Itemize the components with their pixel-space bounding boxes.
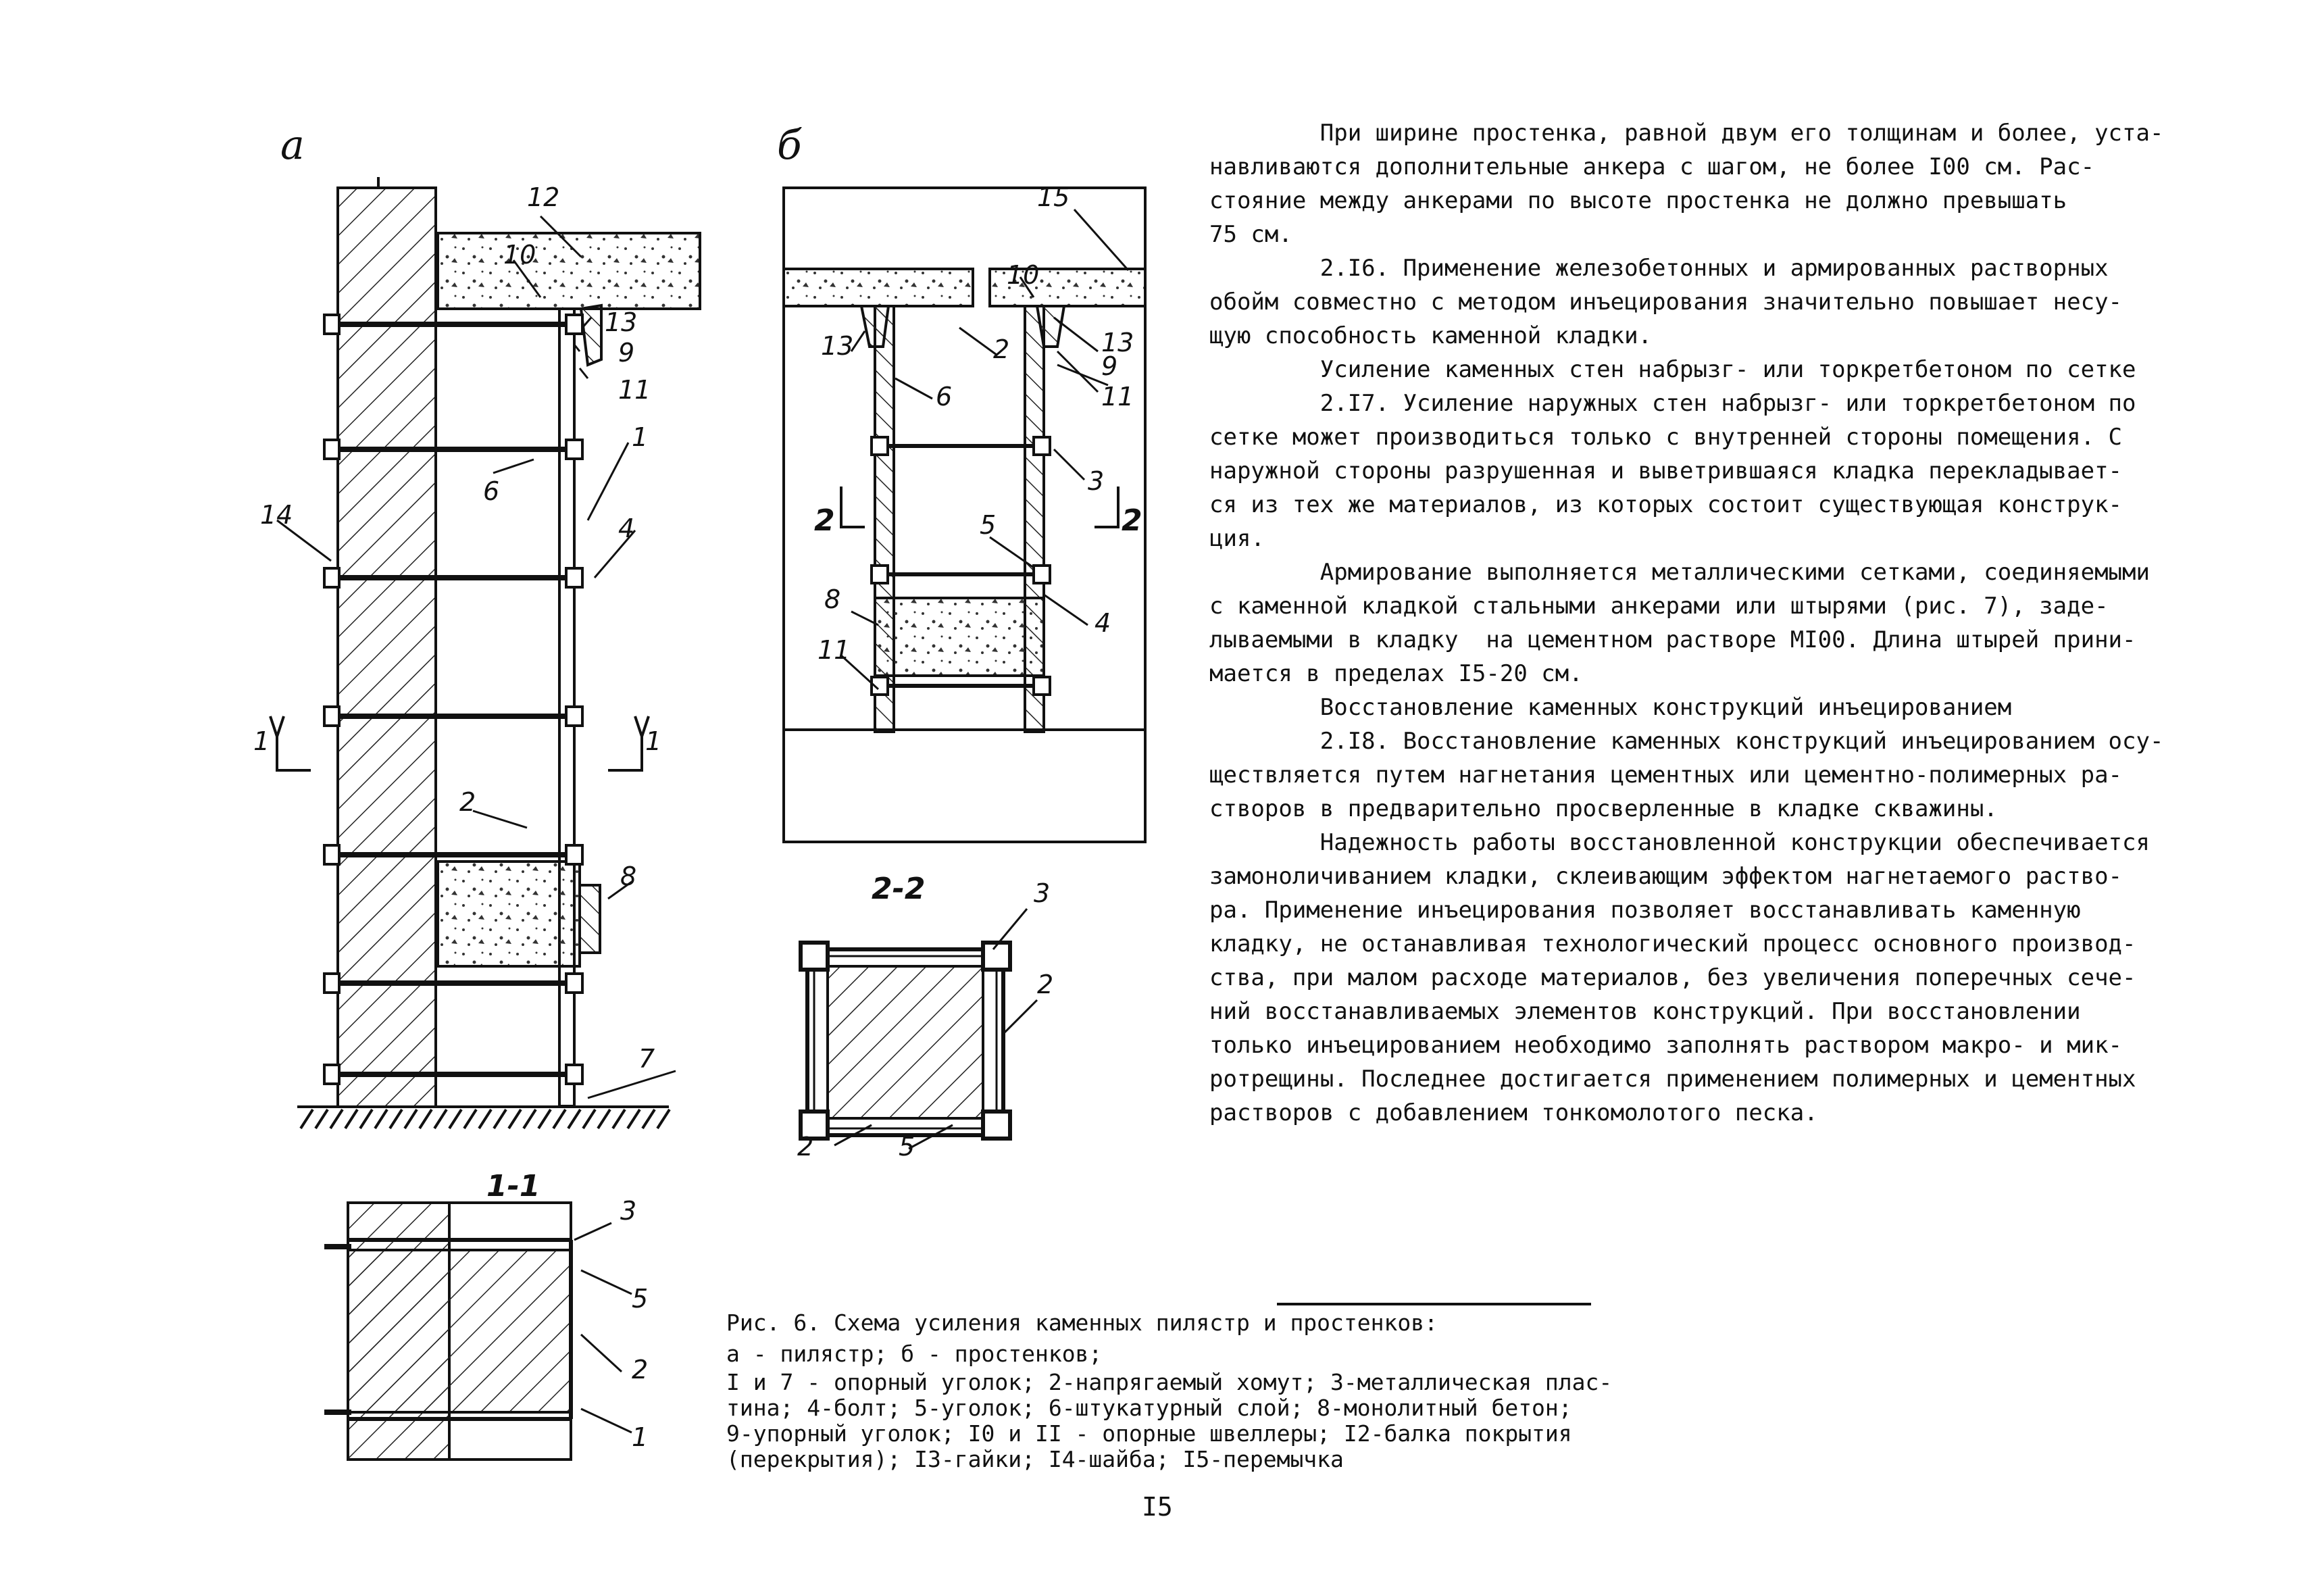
anchor-nut [324,845,339,864]
lintel-15-left [784,269,973,306]
svg-text:9: 9 [1101,351,1118,381]
svg-text:10: 10 [1007,260,1040,290]
svg-text:2-2: 2-2 [872,872,926,906]
svg-text:1: 1 [632,1422,649,1452]
ground-hatch-tick [316,1109,328,1128]
svg-text:1: 1 [645,726,662,756]
anchor-nut [324,707,339,726]
svg-text:3: 3 [620,1196,637,1226]
ground-hatch-tick [583,1109,595,1128]
svg-text:2: 2 [459,787,476,817]
body-line: 2.I6. Применение железобетонных и армированных растворных [1209,255,2109,282]
caption-title: Рис. 6. Схема усиления каменных пилястр и простенков: [726,1310,1438,1336]
ground-hatch-tick [538,1109,551,1128]
body-line: щую способность каменной кладки. [1209,322,1653,349]
caption-legend-line: (перекрытия); I3-гайки; I4-шайба; I5-перемычка [726,1446,1344,1472]
body-line: 2.I7. Усиление наружных стен набрызг- или торкретбетоном по [1209,390,2136,417]
body-line: ция. [1209,525,1265,552]
svg-text:2: 2 [1037,970,1054,999]
callouts-b [814,182,1142,665]
tie-plate [1034,566,1050,583]
svg-text:14: 14 [260,500,293,530]
svg-text:2: 2 [632,1355,649,1385]
ground-hatch-tick [449,1109,461,1128]
body-line: 75 см. [1209,221,1292,248]
body-line: створов в предварительно просверленные в кладке скважины. [1209,795,1998,822]
leaders-1-1 [574,1223,632,1432]
svg-text:11: 11 [1101,382,1134,412]
body-line: ществляется путем нагнетания цементных или цементно-полимерных ра- [1209,762,2123,789]
ground-hatch-tick [375,1109,387,1128]
svg-text:1: 1 [632,422,649,452]
svg-text:6: 6 [483,476,500,506]
body-line: ства, при малом расходе материалов, без увеличения поперечных сече- [1209,964,2136,991]
svg-text:2: 2 [814,503,835,538]
caption-legend-line: 9-упорный уголок; I0 и II - опорные швеллеры; I2-балка покрытия [726,1420,1572,1447]
body-line: наружной стороны разрушенная и выветрившаяся кладка перекладывает- [1209,457,2123,484]
caption-legend-line: тина; 4-болт; 5-уголок; 6-штукатурный слой; 8-монолитный бетон; [726,1395,1572,1421]
body-line: Надежность работы восстановленной конструкции обеспечивается [1209,829,2150,856]
svg-text:11: 11 [618,375,651,405]
svg-text:10: 10 [503,240,536,270]
body-line: ра. Применение инъецирования позволяет восстанавливать каменную [1209,897,2081,924]
ground-hatch-tick [360,1109,372,1128]
svg-text:5: 5 [632,1284,649,1314]
figure-label-b: б [777,122,802,169]
body-line: навливаются дополнительные анкера с шагом, не более I00 см. Рас- [1209,153,2095,180]
body-line: обойм совместно с методом инъецирования значительно повышает несу- [1209,289,2123,316]
ground-hatch-tick [345,1109,357,1128]
section-2-2 [801,943,1010,1139]
svg-text:1-1: 1-1 [486,1169,540,1203]
ground-hatch-tick [568,1109,580,1128]
ground-hatch-tick [553,1109,565,1128]
svg-text:13: 13 [1101,328,1134,357]
svg-text:2: 2 [1122,503,1142,538]
anchor-plate [566,707,582,726]
concrete-patch-b [875,598,1044,676]
anchor-nut [324,1065,339,1084]
anchor-plate [566,845,582,864]
svg-text:6: 6 [936,382,953,412]
tie-plate [1034,677,1050,695]
body-line: с каменной кладкой стальными анкерами или штырями (рис. 7), заде- [1209,593,2109,620]
body-line: кладку, не останавливая технологический процесс основного производ- [1209,930,2136,957]
body-line: При ширине простенка, равной двум его толщинам и более, уста- [1209,120,2164,147]
figure-caption [726,1307,1612,1472]
anchor-plate [566,568,582,587]
anchor-nut [324,974,339,993]
svg-text:2: 2 [993,334,1010,364]
body-line: ротрещины. Последнее достигается применением полимерных и цементных [1209,1066,2136,1093]
drawing-a [338,177,700,1107]
svg-text:13: 13 [605,307,638,337]
anchor-plate [566,315,582,334]
body-line: Усиление каменных стен набрызг- или торкретбетоном по сетке [1209,356,2136,383]
ground-hatch-tick [330,1109,343,1128]
body-line: Армирование выполняется металлическими сетками, соединяемыми [1209,559,2150,586]
anchor-nut [324,568,339,587]
svg-text:9: 9 [618,338,635,368]
svg-text:8: 8 [824,584,841,614]
body-line: стояние между анкерами по высоте простенка не должно превышать [1209,187,2067,214]
svg-text:5: 5 [980,510,997,540]
anchor-nut [324,315,339,334]
ground-hatch-tick [494,1109,506,1128]
tie-plate [1034,437,1050,455]
ground-hatch-tick [390,1109,402,1128]
ground-hatch-tick [405,1109,417,1128]
body-line: только инъецированием необходимо заполнять раствором макро- и мик- [1209,1032,2123,1059]
body-line: сетке может производиться только с внутренней стороны помещения. С [1209,424,2123,451]
ground-hatch-tick [643,1109,655,1128]
body-line: лываемыми в кладку на цементном растворе МI00. Длина штырей прини- [1209,626,2136,653]
body-line: мается в пределах I5-20 см. [1209,660,1583,687]
svg-text:7: 7 [638,1044,655,1074]
svg-text:11: 11 [818,635,851,665]
anchor-nut [324,440,339,459]
ground-hatch-tick [613,1109,625,1128]
svg-text:13: 13 [821,331,854,361]
anchor-plate [566,440,582,459]
anchor-plate [566,974,582,993]
svg-text:12: 12 [527,182,560,212]
drawing-b [784,188,1145,842]
body-line: растворов с добавлением тонкомолотого песка. [1209,1099,1818,1126]
svg-text:5: 5 [899,1132,915,1162]
ground-a [297,1107,670,1128]
figure-label-a: а [280,122,305,169]
svg-text:2: 2 [797,1132,814,1162]
tie-plate [872,566,888,583]
caption-legend [726,1370,1612,1472]
ground-hatch-tick [464,1109,476,1128]
ground-hatch-tick [479,1109,491,1128]
svg-text:3: 3 [1034,878,1051,908]
ground-hatch-tick [301,1109,313,1128]
svg-text:3: 3 [1088,466,1105,496]
body-line: ний восстанавливаемых элементов конструкций. При восстановлении [1209,998,2081,1025]
svg-text:4: 4 [618,514,635,543]
body-line: ся из тех же материалов, из которых состоит существующая конструк- [1209,491,2123,518]
page-number: I5 [1142,1492,1173,1522]
ground-hatch-tick [657,1109,670,1128]
ground-hatch-tick [628,1109,640,1128]
svg-text:15: 15 [1037,182,1070,212]
concrete-patch-8 [438,862,580,966]
tie-plate [872,437,888,455]
anchor-plate [566,1065,582,1084]
section-1-1 [324,1203,571,1460]
svg-text:8: 8 [620,862,637,891]
ground-hatch-tick [509,1109,521,1128]
svg-text:1: 1 [253,726,270,756]
body-line: Восстановление каменных конструкций инъецированием [1209,694,2012,721]
svg-text:4: 4 [1095,608,1111,638]
caption-subtitle: а - пилястр; б - простенков; [726,1341,1103,1367]
body-text [1209,116,2163,1130]
ground-hatch-tick [524,1109,536,1128]
ground-hatch-tick [420,1109,432,1128]
ground-hatch-tick [434,1109,447,1128]
caption-legend-line: I и 7 - опорный уголок; 2-напрягаемый хомут; 3-металлическая плас- [726,1369,1613,1395]
body-line: 2.I8. Восстановление каменных конструкций инъецированием осу- [1209,728,2164,755]
body-line: замоноличиванием кладки, склеивающим эффектом нагнетаемого раство- [1209,863,2123,890]
ground-hatch-tick [598,1109,610,1128]
